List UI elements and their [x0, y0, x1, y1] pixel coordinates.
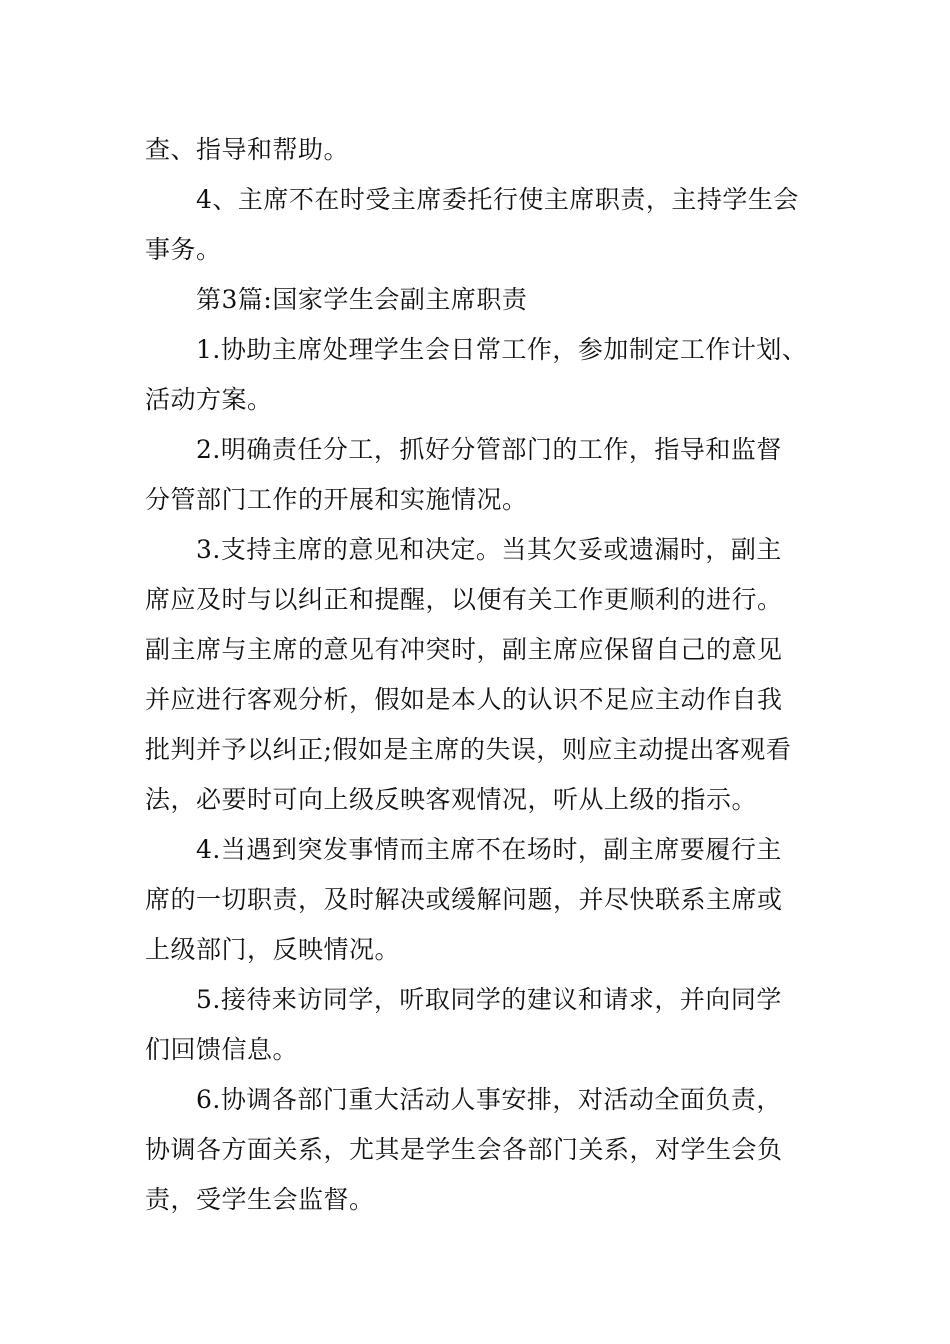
text-line: 分管部门工作的开展和实施情况。	[145, 485, 528, 514]
section-heading: 第3篇:国家学生会副主席职责	[196, 285, 528, 314]
text-line: 1.协助主席处理学生会日常工作，参加制定工作计划、	[196, 335, 808, 364]
text-line: 法，必要时可向上级反映客观情况，听从上级的指示。	[145, 785, 758, 814]
text-line: 3.支持主席的意见和决定。当其欠妥或遗漏时，副主	[196, 535, 782, 564]
text-line: 们回馈信息。	[145, 1035, 299, 1064]
text-line: 上级部门，反映情况。	[145, 935, 401, 964]
text-line: 6.协调各部门重大活动人事安排，对活动全面负责，	[196, 1085, 782, 1114]
text-line: 2.明确责任分工，抓好分管部门的工作，指导和监督	[196, 435, 782, 464]
text-line: 4.当遇到突发事情而主席不在场时，副主席要履行主	[196, 835, 782, 864]
text-line: 席的一切职责，及时解决或缓解问题，并尽快联系主席或	[145, 885, 783, 914]
text-line: 4、主席不在时受主席委托行使主席职责，主持学生会	[196, 185, 799, 214]
text-line: 事务。	[145, 235, 222, 264]
text-line: 5.接待来访同学，听取同学的建议和请求，并向同学	[196, 985, 782, 1014]
text-line: 并应进行客观分析，假如是本人的认识不足应主动作自我	[145, 685, 783, 714]
text-line: 责，受学生会监督。	[145, 1185, 375, 1214]
text-line: 副主席与主席的意见有冲突时，副主席应保留自己的意见	[145, 635, 783, 664]
text-line: 批判并予以纠正;假如是主席的失误，则应主动提出客观看	[145, 735, 792, 764]
text-line: 席应及时与以纠正和提醒，以便有关工作更顺利的进行。	[145, 585, 783, 614]
text-line: 活动方案。	[145, 385, 273, 414]
text-line: 查、指导和帮助。	[145, 135, 350, 164]
text-line: 协调各方面关系，尤其是学生会各部门关系，对学生会负	[145, 1135, 783, 1164]
